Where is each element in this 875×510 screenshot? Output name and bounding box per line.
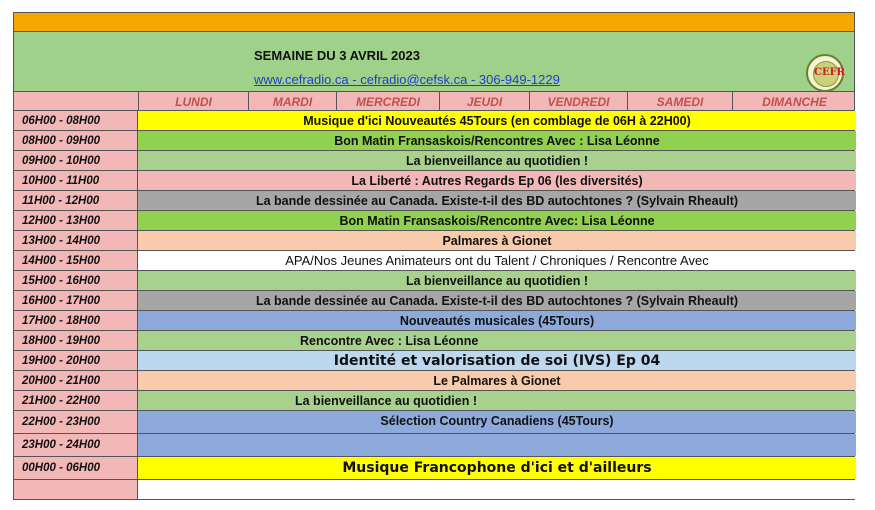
schedule-row (13, 131, 855, 151)
program-cell: La bienveillance au quotidien ! (138, 151, 856, 170)
logo-text: CEFR (814, 67, 845, 78)
schedule-row (13, 391, 855, 411)
schedule-sheet (13, 12, 855, 498)
program-cell: La bande dessinée au Canada. Existe-t-il des BD autochtones ? (Sylvain Rheault) (138, 291, 856, 310)
program-cell: Sélection Country Canadiens (45Tours) (138, 411, 856, 433)
program-cell: Le Palmares à Gionet (138, 371, 856, 390)
schedule-row (13, 311, 855, 331)
day-header-3: JEUDI (439, 92, 529, 111)
day-header-2: MERCREDI (336, 92, 439, 111)
time-slot: 08H00 - 09H00 (14, 131, 138, 150)
program-cell: APA/Nos Jeunes Animateurs ont du Talent / Chroniques / Rencontre Avec (138, 251, 856, 270)
schedule-row (13, 351, 855, 371)
time-slot: 19H00 - 20H00 (14, 351, 138, 370)
schedule-row (13, 457, 855, 480)
schedule-row (13, 171, 855, 191)
time-slot: 14H00 - 15H00 (14, 251, 138, 270)
contact-link[interactable]: www.cefradio.ca - cefradio@cefsk.ca - 306-949-1229 (254, 72, 560, 87)
program-cell: Palmares à Gionet (138, 231, 856, 250)
schedule-row (13, 291, 855, 311)
schedule-row (13, 480, 855, 500)
program-cell: Bon Matin Fransaskois/Rencontres Avec : Lisa Léonne (138, 131, 856, 150)
schedule-row (13, 251, 855, 271)
time-slot: 20H00 - 21H00 (14, 371, 138, 390)
program-cell: Musique d'ici Nouveautés 45Tours (en comblage de 06H à 22H00) (138, 111, 856, 130)
time-slot: 06H00 - 08H00 (14, 111, 138, 130)
time-slot: 10H00 - 11H00 (14, 171, 138, 190)
time-slot: 16H00 - 17H00 (14, 291, 138, 310)
time-slot (14, 480, 138, 499)
time-slot: 23H00 - 24H00 (14, 434, 138, 456)
day-header-4: VENDREDI (529, 92, 627, 111)
schedule-row (13, 371, 855, 391)
week-title: SEMAINE DU 3 AVRIL 2023 (254, 48, 420, 63)
time-slot: 09H00 - 10H00 (14, 151, 138, 170)
program-cell: La Liberté : Autres Regards Ep 06 (les diversités) (138, 171, 856, 190)
schedule-row (13, 111, 855, 131)
days-header-row (13, 92, 855, 111)
time-slot: 13H00 - 14H00 (14, 231, 138, 250)
program-cell (138, 434, 856, 456)
schedule-row (13, 331, 855, 351)
schedule-row (13, 211, 855, 231)
time-slot: 17H00 - 18H00 (14, 311, 138, 330)
schedule-row (13, 434, 855, 457)
program-cell: Rencontre Avec : Lisa Léonne (138, 331, 856, 350)
schedule-row (13, 231, 855, 251)
program-cell: Nouveautés musicales (45Tours) (138, 311, 856, 330)
program-cell: Musique Francophone d'ici et d'ailleurs (138, 457, 856, 479)
program-cell: La bienveillance au quotidien ! (138, 391, 856, 410)
program-cell: La bienveillance au quotidien ! (138, 271, 856, 290)
time-slot: 00H00 - 06H00 (14, 457, 138, 479)
schedule-row (13, 191, 855, 211)
program-cell: Bon Matin Fransaskois/Rencontre Avec: Lisa Léonne (138, 211, 856, 230)
time-slot: 15H00 - 16H00 (14, 271, 138, 290)
time-slot: 18H00 - 19H00 (14, 331, 138, 350)
schedule-row (13, 411, 855, 434)
top-bar (13, 12, 855, 32)
header (13, 32, 855, 92)
day-header-5: SAMEDI (627, 92, 732, 111)
program-cell: La bande dessinée au Canada. Existe-t-il des BD autochtones ? (Sylvain Rheault) (138, 191, 856, 210)
time-slot: 11H00 - 12H00 (14, 191, 138, 210)
schedule-row (13, 271, 855, 291)
program-cell (138, 480, 856, 499)
cefr-logo (806, 54, 844, 92)
time-slot: 12H00 - 13H00 (14, 211, 138, 230)
day-header-6: DIMANCHE (732, 92, 856, 111)
time-slot: 22H00 - 23H00 (14, 411, 138, 433)
program-cell: Identité et valorisation de soi (IVS) Ep 04 (138, 351, 856, 370)
schedule-row (13, 151, 855, 171)
time-slot: 21H00 - 22H00 (14, 391, 138, 410)
day-header-1: MARDI (248, 92, 336, 111)
day-header-0: LUNDI (138, 92, 248, 111)
